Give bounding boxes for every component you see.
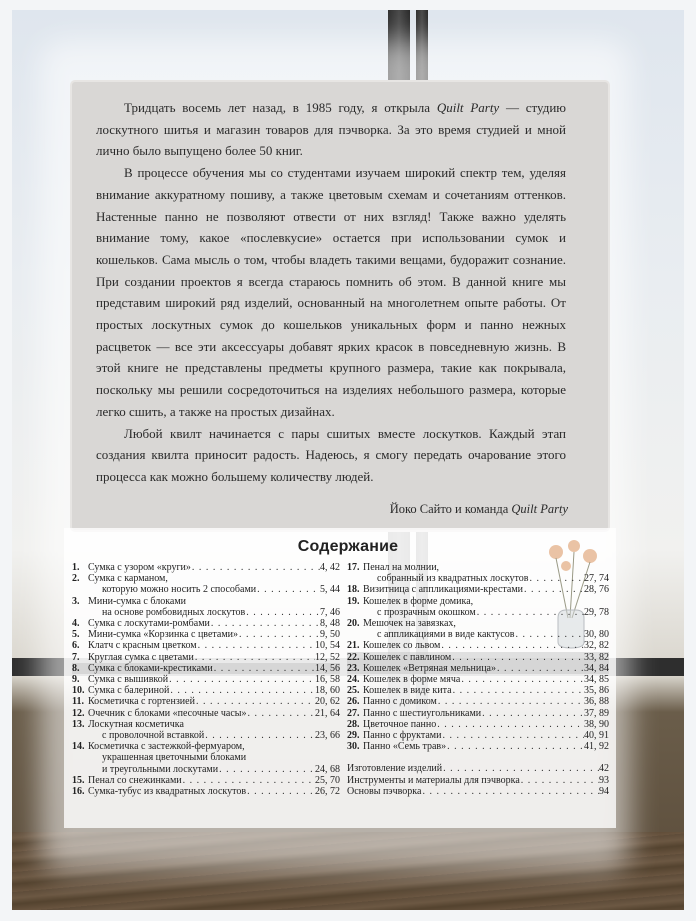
toc-entry-text [88, 696, 340, 707]
toc-entry-text [363, 730, 609, 741]
toc-entry [347, 741, 609, 752]
toc-entry-title: Косметичка с застежкой-фермуаром, [88, 741, 245, 753]
toc-entry-text [88, 741, 340, 775]
toc-entry-pages: 32, 82 [584, 640, 609, 652]
toc-entry-line [363, 719, 609, 730]
toc-entry-title: Кошелек «Ветряная мельница» [363, 662, 496, 674]
toc-leader-dots [218, 764, 315, 775]
toc-entry-number: 5. [72, 629, 80, 641]
toc-leader-dots [442, 730, 585, 741]
toc-entry-title: Кошелек в виде кита [363, 685, 452, 697]
toc-leader-dots [182, 775, 315, 786]
toc-leader-dots [515, 629, 584, 640]
toc-leader-dots [440, 640, 584, 651]
toc-entry-number: 21. [347, 640, 360, 652]
toc-entry-title: которую можно носить 2 способами [102, 584, 257, 596]
toc-entry-line [363, 629, 609, 640]
toc-entry-title: Кошелек в форме мяча [363, 674, 461, 686]
toc-leader-dots [496, 663, 584, 674]
toc-leader-dots [168, 674, 315, 685]
toc-leader-dots [442, 763, 599, 774]
toc-entry [347, 696, 609, 707]
intro-paragraph-1: Тридцать восемь лет назад, в 1985 году, я открыла Quilt Party — студию лоскутного шитья и магазин товаров для пэчворка. За это время студией и мной лично было выпущено более 50 книг. [96, 100, 567, 159]
toc-entry-line [88, 663, 340, 674]
toc-entry-title: Сумка с лоскутами-ромбами [88, 618, 210, 630]
toc-leader-dots [169, 685, 315, 696]
toc-leader-dots [421, 786, 599, 797]
toc-entry-text [88, 640, 340, 651]
toc-entry-title: на основе ромбовидных лоскутов [102, 606, 246, 618]
toc-entry [347, 596, 609, 618]
toc-entry-number: 13. [72, 718, 85, 730]
toc-entry-line [363, 584, 609, 595]
toc-entry-title: Мини-сумка «Корзинка с цветами» [88, 629, 239, 641]
toc-entry-line [363, 663, 609, 674]
toc-entry-line [88, 741, 340, 752]
toc-extra-title: Изготовление изделий [347, 763, 443, 775]
toc-leader-dots [246, 786, 315, 797]
toc-leader-dots [460, 674, 584, 685]
toc-entry [347, 663, 609, 674]
toc-entry-title: Круглая сумка с цветами [88, 651, 194, 663]
toc-entry-number: 12. [72, 707, 85, 719]
toc-entry-line [363, 685, 609, 696]
toc-entry-text [88, 719, 340, 741]
toc-entry-title: Цветочное панно [363, 718, 437, 730]
toc-entry-title: Сумка с балериной [88, 685, 170, 697]
toc-extra-page: 42 [599, 763, 609, 775]
toc-entry-pages: 38, 90 [584, 718, 609, 730]
toc-entry-title: собранный из квадратных лоскутов [377, 573, 529, 585]
toc-entry-number: 3. [72, 595, 80, 607]
toc-entry-pages: 28, 76 [584, 584, 609, 596]
toc-entry-line [88, 685, 340, 696]
toc-entry-pages: 34, 85 [584, 674, 609, 686]
toc-entry-pages: 21, 64 [315, 707, 340, 719]
toc-entry-title: Панно с фруктами [363, 730, 442, 742]
toc-entry-line [363, 741, 609, 752]
toc-entry-number: 9. [72, 674, 80, 686]
toc-leader-dots [204, 730, 315, 741]
toc-entry-number: 1. [72, 562, 80, 573]
toc-entry-pages: 27, 74 [584, 573, 609, 585]
toc-entry-line [88, 584, 340, 595]
toc-entry [347, 719, 609, 730]
toc-entry [347, 685, 609, 696]
toc-leader-dots [256, 584, 320, 595]
toc-entry-text [88, 674, 340, 685]
toc-entry-text [88, 685, 340, 696]
toc-extra-section [347, 763, 609, 797]
toc-entry-number: 4. [72, 618, 80, 630]
toc-entry-line [88, 775, 340, 786]
toc-entry-text [363, 663, 609, 674]
toc-entry-title: Сумка с карманом, [88, 573, 168, 585]
toc-entry-title: Сумка с вышивкой [88, 674, 169, 686]
toc-entry-title: Кошелек со львом [363, 640, 441, 652]
toc-leader-dots [194, 652, 315, 663]
toc-entry-text [88, 596, 340, 618]
toc-entry-text [363, 674, 609, 685]
toc-left-column [72, 562, 340, 797]
toc-entry-line [363, 596, 609, 607]
toc-entry-number: 11. [72, 696, 84, 708]
toc-entry [347, 674, 609, 685]
toc-entry-title: Пенал со снежинками [88, 774, 182, 786]
toc-entry-pages: 12, 52 [315, 651, 340, 663]
toc-entry-title: Визитница с аппликациями-крестами [363, 584, 524, 596]
toc-right-column [347, 562, 609, 797]
toc-entry-text [363, 685, 609, 696]
toc-leader-dots [520, 775, 599, 786]
toc-entry-title: с проволочной вставкой [102, 730, 205, 742]
toc-entry [72, 663, 340, 674]
toc-entry-pages: 8, 48 [320, 618, 340, 630]
toc-entry-line [88, 573, 340, 584]
toc-entry-line [88, 674, 340, 685]
toc-entry [347, 618, 609, 640]
toc-entry-number: 19. [347, 595, 360, 607]
toc-leader-dots [452, 685, 584, 696]
toc-entry [347, 730, 609, 741]
toc-entry [347, 640, 609, 651]
toc-entry [72, 775, 340, 786]
toc-entry-text [88, 708, 340, 719]
toc-extra-page: 94 [599, 785, 609, 797]
toc-entry-text [363, 618, 609, 640]
toc-entry-line [363, 652, 609, 663]
toc-entry-pages: 26, 72 [315, 786, 340, 798]
toc-entry-number: 20. [347, 618, 360, 630]
toc-entry-number: 25. [347, 685, 360, 697]
toc-entry-pages: 41, 92 [584, 741, 609, 753]
toc-entry-text [363, 562, 609, 584]
toc-entry-line [88, 786, 340, 797]
toc-entry-pages: 24, 68 [315, 763, 340, 775]
toc-entry-text [88, 629, 340, 640]
toc-entry-number: 29. [347, 730, 360, 742]
toc-entry [72, 596, 340, 618]
toc-entry-title: Клатч с красным цветком [88, 640, 197, 652]
toc-leader-dots [446, 741, 584, 752]
toc-entry [72, 652, 340, 663]
toc-entry-number: 28. [347, 718, 360, 730]
toc-entry-title: Панно с шестиугольниками [363, 707, 482, 719]
toc-entry [72, 685, 340, 696]
toc-entry-title: украшенная цветочными блоками [102, 752, 247, 764]
toc-entry-line [88, 764, 340, 775]
toc-extra-entry [347, 775, 609, 786]
toc-leader-dots [238, 629, 320, 640]
toc-entry-title: Очечник с блоками «песочные часы» [88, 707, 247, 719]
toc-entry-pages: 33, 82 [584, 651, 609, 663]
toc-entry [72, 719, 340, 741]
toc-entry [347, 652, 609, 663]
toc-entry [347, 562, 609, 584]
toc-entry-number: 10. [72, 685, 85, 697]
toc-entry-text [363, 584, 609, 595]
toc-entry [72, 618, 340, 629]
toc-entry-title: Сумка с блоками-крестиками [88, 662, 213, 674]
toc-entry-pages: 23, 66 [315, 730, 340, 742]
toc-leader-dots [476, 607, 584, 618]
toc-entry-pages: 9, 50 [320, 629, 340, 641]
toc-leader-dots [213, 663, 315, 674]
toc-entry-number: 17. [347, 562, 360, 573]
toc-leader-dots [451, 652, 584, 663]
toc-entry-line [363, 607, 609, 618]
toc-entry-line [363, 640, 609, 651]
toc-entry-title: Мини-сумка с блоками [88, 595, 187, 607]
toc-entry [72, 629, 340, 640]
toc-leader-dots [436, 719, 584, 730]
toc-entry-text [88, 562, 340, 573]
toc-entry-text [363, 719, 609, 730]
toc-entry [72, 674, 340, 685]
toc-entry-line [88, 596, 340, 607]
toc-leader-dots [529, 573, 585, 584]
toc-entry-line [88, 640, 340, 651]
toc-entry-pages: 18, 60 [315, 685, 340, 697]
toc-leader-dots [245, 607, 320, 618]
toc-leader-dots [437, 696, 584, 707]
toc-entry-title: Косметичка с гортензией [88, 696, 195, 708]
toc-entry-text [363, 708, 609, 719]
toc-entry-line [363, 562, 609, 573]
toc-entry [72, 696, 340, 707]
intro-text [96, 97, 566, 488]
toc-entry-number: 14. [72, 741, 85, 753]
toc-entry-title: и треугольными лоскутами [102, 763, 219, 775]
toc-entry-number: 6. [72, 640, 80, 652]
toc-extra-title: Инструменты и материалы для пэчворка [347, 774, 520, 786]
toc-entry-pages: 37, 89 [584, 707, 609, 719]
toc-entry-line [88, 618, 340, 629]
toc-entry-pages: 5, 44 [320, 584, 340, 596]
toc-entry [72, 573, 340, 595]
toc-entry-pages: 30, 80 [584, 629, 609, 641]
intro-paragraph-2: В процессе обучения мы со студентами изучаем широкий спектр тем, уделяя внимание аккуратному пошиву, а также цветовым схемам и сочетаниям оттенков. Настенные панно не позволяют отвести от них взгляд! Также важно уделять внимание тому, какое «послевкусие» остается при использовании сумок и кошельков. Сама мысль о том, чтобы владеть такими вещами, будоражит сознание. При создании проектов я всегда стараюсь помнить об этом. В данной книге мы представим широкий ряд изделий, основанный на многолетнем опыте работы. От простых лоскутных сумок до кошельков уникальных форм и панно нежных расцветок — все эти аксессуары добавят ярких красок в повседневную жизнь. В этой книге не представлены предметы крупного размера, такие как покрывала, поскольку мы решили сосредоточиться на изделиях небольшого размера, которые легко сшить, а также на простых дизайнах. [96, 165, 566, 419]
toc-extra-page: 93 [599, 774, 609, 786]
toc-entry-title: Сумка с узором «круги» [88, 562, 191, 573]
toc-entry-pages: 34, 84 [584, 662, 609, 674]
toc-leader-dots [197, 640, 315, 651]
toc-entry-pages: 16, 58 [315, 674, 340, 686]
toc-entry-number: 18. [347, 584, 360, 596]
toc-entry-title: Кошелек в форме домика, [363, 595, 474, 607]
toc-entry-title: с прозрачным окошком [377, 606, 476, 618]
toc-leader-dots [481, 708, 584, 719]
toc-entry-pages: 25, 70 [315, 774, 340, 786]
toc-entry-text [88, 663, 340, 674]
toc-entry-number: 26. [347, 696, 360, 708]
toc-entry-number: 27. [347, 707, 360, 719]
toc-entry-text [363, 596, 609, 618]
toc-entry-line [363, 573, 609, 584]
toc-entry [72, 741, 340, 775]
toc-entry-line [363, 730, 609, 741]
toc-entry-line [363, 708, 609, 719]
toc-entry-title: Лоскутная косметичка [88, 718, 184, 730]
signature: Йоко Сайто и команда Quilt Party [389, 502, 568, 516]
toc-leader-dots [195, 696, 315, 707]
toc-entry-pages: 10, 54 [315, 640, 340, 652]
toc-leader-dots [247, 708, 315, 719]
toc-leader-dots [191, 562, 320, 573]
toc-entry-number: 2. [72, 573, 80, 585]
toc-entry [347, 584, 609, 595]
toc-leader-dots [523, 584, 584, 595]
toc-leader-dots [210, 618, 320, 629]
toc-entry-line [363, 618, 609, 629]
toc-entry-pages: 14, 56 [315, 662, 340, 674]
toc-entry-title: Панно с домиком [363, 696, 437, 708]
toc-entry [72, 640, 340, 651]
toc-entry-title: Кошелек с павлином [363, 651, 452, 663]
toc-entry-line [88, 629, 340, 640]
toc-entry-line [88, 607, 340, 618]
toc-entry-number: 22. [347, 651, 360, 663]
toc-entry-number: 24. [347, 674, 360, 686]
toc-entry-text [88, 652, 340, 663]
toc-entry-number: 23. [347, 662, 360, 674]
toc-entry-title: Сумка-тубус из квадратных лоскутов [88, 786, 247, 798]
toc-entry-pages: 7, 46 [320, 606, 340, 618]
toc-entry-line [88, 562, 340, 573]
toc-entry-pages: 35, 86 [584, 685, 609, 697]
toc-entry-title: Панно «Семь трав» [363, 741, 447, 753]
toc-entry-text [88, 775, 340, 786]
toc-entry-text [363, 652, 609, 663]
toc-title: Содержание [297, 538, 399, 555]
toc-entry-line [88, 708, 340, 719]
toc-entry [72, 562, 340, 573]
toc-entry-text [363, 696, 609, 707]
toc-entry-line [88, 752, 340, 763]
toc-entry-number: 8. [72, 662, 80, 674]
toc-entry-title: Мешочек на завязках, [363, 618, 456, 630]
toc-entry-number: 30. [347, 741, 360, 753]
toc-entry [347, 708, 609, 719]
toc-entry [72, 786, 340, 797]
toc-entry-line [88, 652, 340, 663]
toc-entry-text [363, 640, 609, 651]
toc-entry-number: 15. [72, 774, 85, 786]
toc-extra-entry [347, 763, 609, 774]
toc-entry-pages: 29, 78 [584, 606, 609, 618]
toc-entry-text [88, 786, 340, 797]
toc-entry [72, 708, 340, 719]
toc-entry-number: 16. [72, 786, 85, 798]
toc-entry-line [363, 696, 609, 707]
toc-entry-pages: 36, 88 [584, 696, 609, 708]
toc-extra-title: Основы пэчворка [347, 785, 422, 797]
toc-entry-text [363, 741, 609, 752]
toc-entry-line [363, 674, 609, 685]
toc-entry-line [88, 730, 340, 741]
toc-entry-pages: 40, 91 [584, 730, 609, 742]
intro-paragraph-3: Любой квилт начинается с пары сшитых вместе лоскутков. Каждый этап создания квилта приносит радость. Надеюсь, я смогу передать очарование этого процесса как можно большему количеству людей. [96, 425, 566, 484]
toc-entry-text [88, 573, 340, 595]
toc-entry-line [88, 696, 340, 707]
toc-entry-number: 7. [72, 651, 80, 663]
toc-entry-line [88, 719, 340, 730]
toc-entry-text [88, 618, 340, 629]
toc-entry-title: Пенал на молнии, [363, 562, 440, 573]
toc-entry-pages: 4, 42 [320, 562, 340, 573]
toc-extra-entry [347, 786, 609, 797]
toc-entry-title: с аппликациями в виде кактусов [377, 629, 515, 641]
toc-entry-pages: 20, 62 [315, 696, 340, 708]
